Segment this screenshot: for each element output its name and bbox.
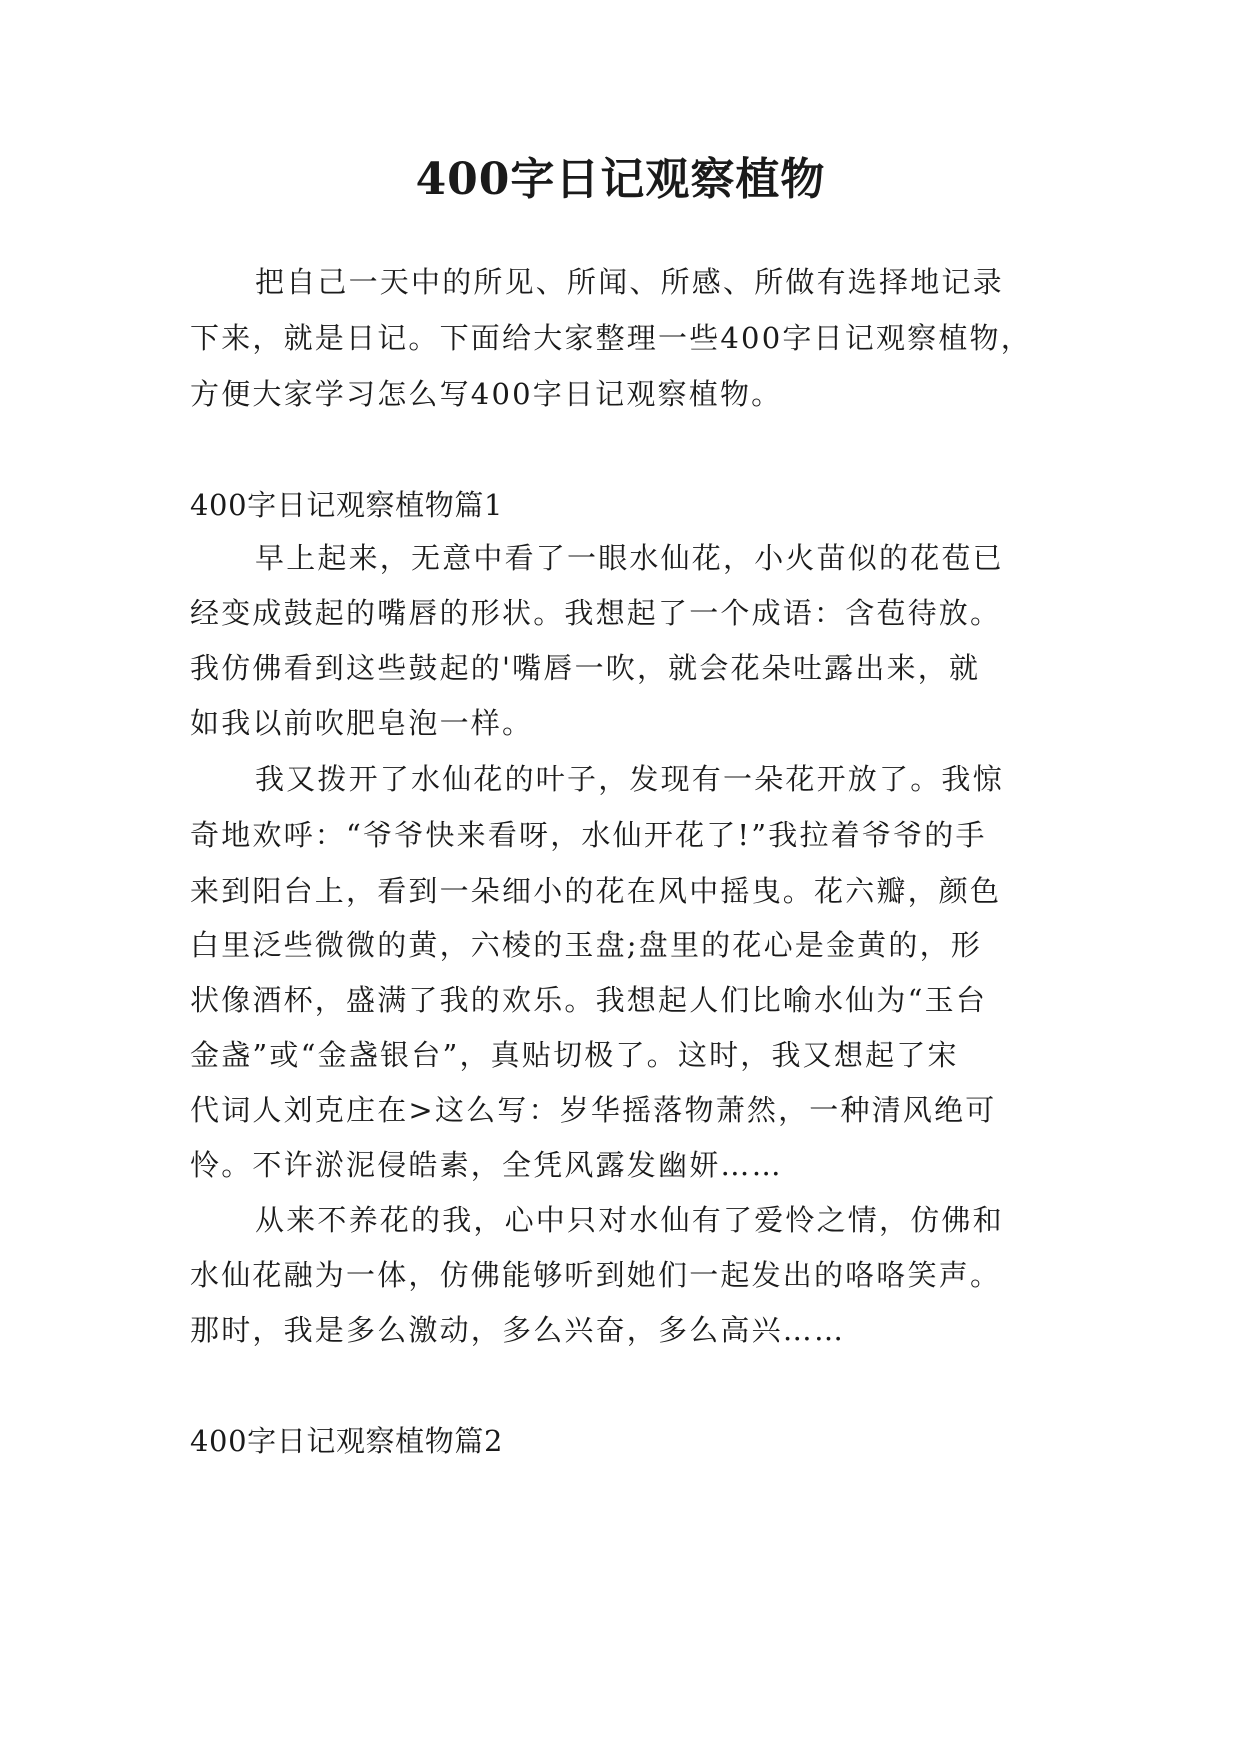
paragraph-line: 那时，我是多么激动，多么兴奋，多么高兴…… [190, 1313, 846, 1347]
paragraph-line: 从来不养花的我，心中只对水仙有了爱怜之情，仿佛和 [255, 1203, 1004, 1237]
paragraph-line: 水仙花融为一体，仿佛能够听到她们一起发出的咯咯笑声。 [190, 1258, 1002, 1292]
intro-line: 把自己一天中的所见、所闻、所感、所做有选择地记录 [255, 265, 1004, 299]
section-heading: 400字日记观察植物篇1 [190, 488, 504, 522]
paragraph-line: 经变成鼓起的嘴唇的形状。我想起了一个成语：含苞待放。 [190, 596, 1002, 630]
paragraph-line: 如我以前吹肥皂泡一样。 [190, 706, 534, 740]
paragraph-line: 怜。不许淤泥侵皓素，全凭风露发幽妍…… [190, 1148, 783, 1182]
intro-line: 下来，就是日记。下面给大家整理一些400字日记观察植物， [190, 321, 1032, 355]
paragraph-line: 金盏”或“金盏银台”，真贴切极了。这时，我又想起了宋 [190, 1038, 959, 1072]
paragraph-line: 早上起来，无意中看了一眼水仙花，小火苗似的花苞已 [255, 541, 1004, 575]
paragraph-line: 状像酒杯，盛满了我的欢乐。我想起人们比喻水仙为“玉台 [190, 983, 988, 1017]
document-title: 400字日记观察植物 [415, 154, 826, 205]
paragraph-line: 白里泛些微微的黄，六棱的玉盘;盘里的花心是金黄的，形 [190, 928, 982, 962]
paragraph-line: 代词人刘克庄在>这么写：岁华摇落物萧然，一种清风绝可 [190, 1093, 997, 1127]
paragraph-line: 我又拨开了水仙花的叶子，发现有一朵花开放了。我惊 [255, 762, 1004, 796]
paragraph-line: 奇地欢呼：“爷爷快来看呀，水仙开花了!”我拉着爷爷的手 [190, 818, 987, 852]
section-heading: 400字日记观察植物篇2 [190, 1424, 504, 1458]
paragraph-line: 来到阳台上，看到一朵细小的花在风中摇曳。花六瓣，颜色 [190, 874, 1002, 908]
paragraph-line: 我仿佛看到这些鼓起的'嘴唇一吹，就会花朵吐露出来，就 [190, 651, 981, 685]
intro-line: 方便大家学习怎么写400字日记观察植物。 [190, 377, 783, 411]
